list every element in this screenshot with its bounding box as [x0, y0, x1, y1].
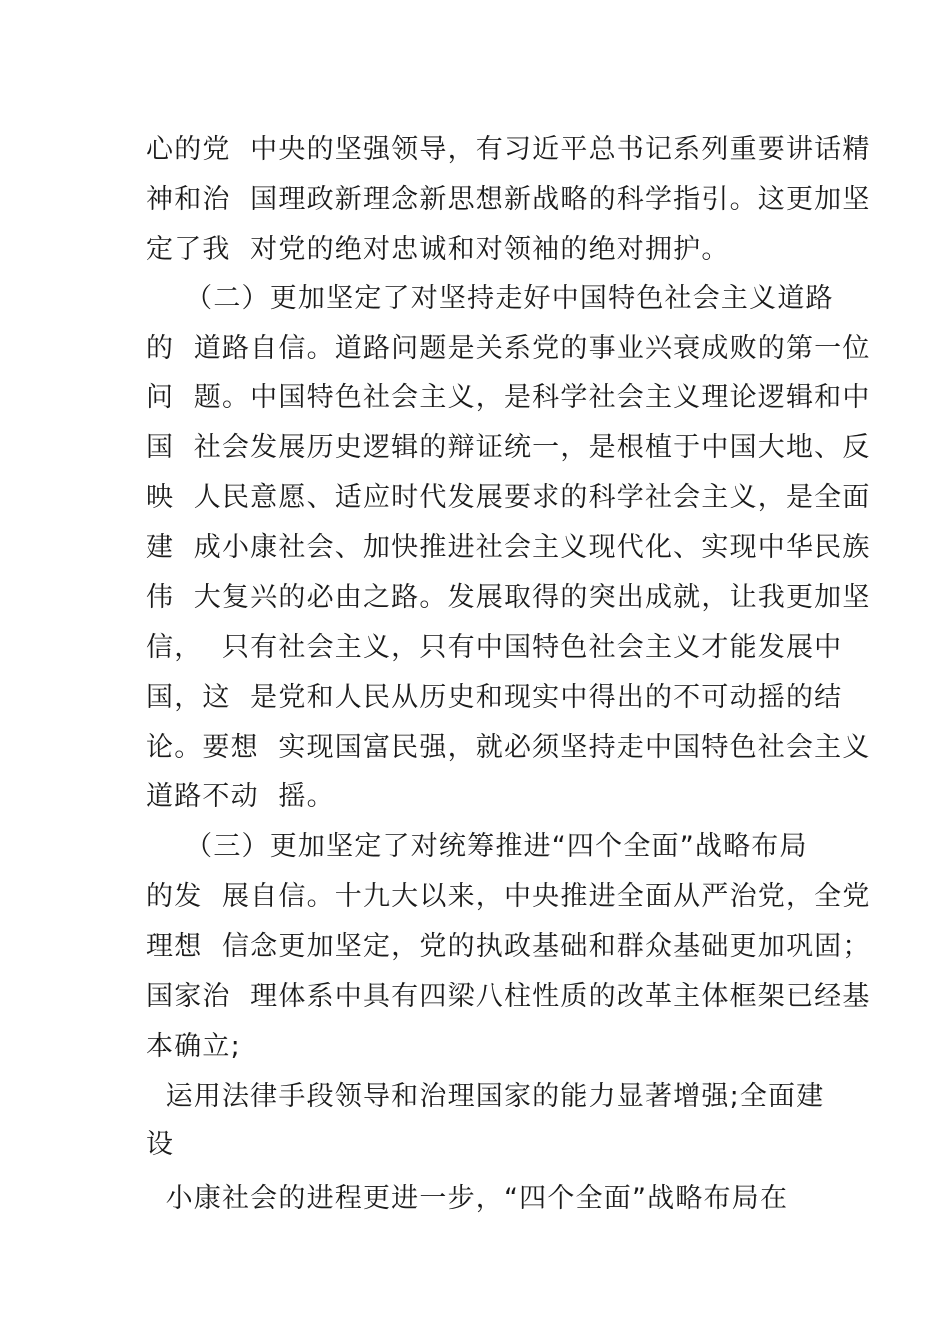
text-line: 的发 展自信。十九大以来，中央推进全面从严治党，全党 [146, 881, 871, 912]
text-line: 国家治 理体系中具有四梁八柱性质的改革主体框架已经基 [146, 981, 871, 1012]
text-line: 运用法律手段领导和治理国家的能力显著增强;全面建 [146, 1081, 825, 1112]
text-line: 本确立; [146, 1031, 241, 1062]
text-line: 伟 大复兴的必由之路。发展取得的突出成就，让我更加坚 [146, 582, 871, 613]
text-line: 道路不动 摇。 [146, 781, 335, 812]
text-line: 心的党 中央的坚强领导，有习近平总书记系列重要讲话精 [146, 134, 871, 165]
text-line: 的 道路自信。道路问题是关系党的事业兴衰成败的第一位 [146, 333, 871, 364]
text-line: 国 社会发展历史逻辑的辩证统一，是根植于中国大地、反 [146, 432, 871, 463]
text-line: 国，这 是党和人民从历史和现实中得出的不可动摇的结 [146, 682, 843, 713]
text-line: （三）更加坚定了对统筹推进“四个全面”战略布局 [146, 831, 808, 862]
text-line: 小康社会的进程更进一步，“四个全面”战略布局在 [146, 1183, 789, 1214]
text-line: 理想 信念更加坚定，党的执政基础和群众基础更加巩固； [146, 931, 871, 962]
text-line: （二）更加坚定了对坚持走好中国特色社会主义道路 [146, 283, 834, 314]
text-line: 定了我 对党的绝对忠诚和对领袖的绝对拥护。 [146, 234, 730, 265]
text-line: 设 [146, 1129, 175, 1160]
text-line: 问 题。中国特色社会主义，是科学社会主义理论逻辑和中 [146, 382, 871, 413]
text-line: 建 成小康社会、加快推进社会主义现代化、实现中华民族 [146, 532, 871, 563]
text-line: 神和治 国理政新理念新思想新战略的科学指引。这更加坚 [146, 184, 871, 215]
text-line: 映 人民意愿、适应时代发展要求的科学社会主义，是全面 [146, 482, 871, 513]
text-line: 论。要想 实现国富民强，就必须坚持走中国特色社会主义 [146, 732, 871, 763]
text-line: 信， 只有社会主义，只有中国特色社会主义才能发展中 [146, 632, 843, 663]
